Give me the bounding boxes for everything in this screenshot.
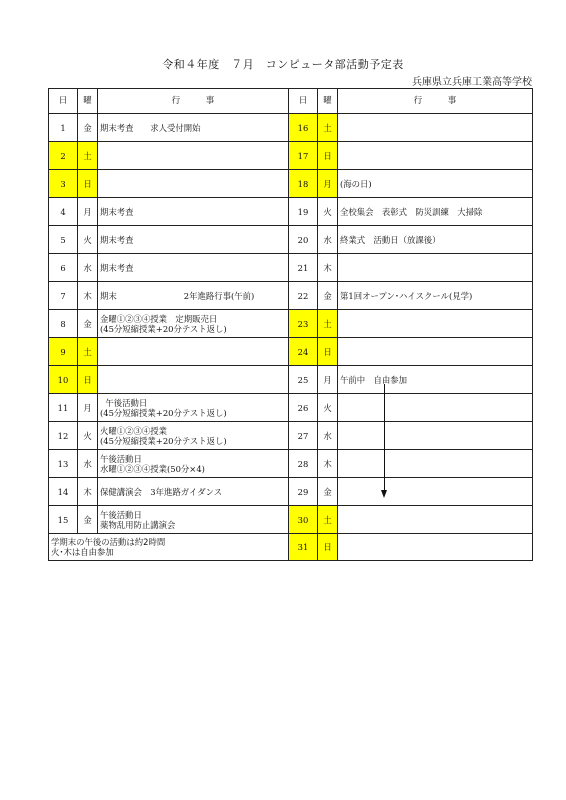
day-cell: 31 (289, 534, 318, 561)
table-row (49, 394, 533, 422)
events-cell: 期末 2年進路行事(午前) (98, 282, 289, 310)
page-title: 令和４年度 ７月 コンピュータ部活動予定表 (162, 58, 404, 71)
weekday-cell: 水 (318, 226, 338, 254)
events-cell: 午前中 自由参加 (338, 366, 533, 394)
day-cell: 1 (49, 114, 78, 142)
events-cell (338, 310, 533, 338)
weekday-cell: 月 (318, 170, 338, 198)
table-row (49, 366, 533, 394)
events-cell (98, 170, 289, 198)
table-row (49, 478, 533, 506)
events-cell (338, 394, 533, 422)
weekday-cell: 金 (78, 114, 98, 142)
events-cell (338, 450, 533, 478)
weekday-cell: 木 (78, 478, 98, 506)
day-cell: 8 (49, 310, 78, 338)
weekday-cell: 日 (318, 338, 338, 366)
table-row (49, 338, 533, 366)
events-cell: 午後活動日 水曜①②③④授業(50分×4) (98, 450, 289, 478)
schedule-table (48, 88, 533, 561)
events-cell (98, 366, 289, 394)
weekday-cell: 木 (318, 254, 338, 282)
table-row (49, 422, 533, 450)
events-cell: 金曜①②③④授業 定期販売日 (45分短縮授業+20分テスト返し) (98, 310, 289, 338)
day-cell: 14 (49, 478, 78, 506)
day-cell: 27 (289, 422, 318, 450)
table-row (49, 282, 533, 310)
table-row (49, 114, 533, 142)
arrow-down-icon (381, 490, 387, 498)
day-cell: 7 (49, 282, 78, 310)
weekday-cell: 土 (318, 506, 338, 534)
header-weekday: 曜 (78, 89, 98, 114)
weekday-cell: 土 (78, 338, 98, 366)
day-cell: 22 (289, 282, 318, 310)
weekday-cell: 火 (78, 422, 98, 450)
table-row (49, 198, 533, 226)
events-cell: 期末考査 (98, 254, 289, 282)
table-row (49, 226, 533, 254)
events-cell (98, 142, 289, 170)
weekday-cell: 火 (318, 394, 338, 422)
events-cell: 終業式 活動日（放課後） (338, 226, 533, 254)
weekday-cell: 土 (318, 114, 338, 142)
day-cell: 15 (49, 506, 78, 534)
day-cell: 5 (49, 226, 78, 254)
weekday-cell: 水 (78, 450, 98, 478)
weekday-cell: 日 (318, 142, 338, 170)
weekday-cell: 木 (318, 450, 338, 478)
events-cell: 保健講演会 3年進路ガイダンス (98, 478, 289, 506)
events-cell (338, 254, 533, 282)
day-cell: 16 (289, 114, 318, 142)
table-row (49, 506, 533, 534)
weekday-cell: 火 (78, 226, 98, 254)
day-cell: 4 (49, 198, 78, 226)
events-cell: 期末考査 (98, 226, 289, 254)
events-cell: 期末考査 求人受付開始 (98, 114, 289, 142)
day-cell: 10 (49, 366, 78, 394)
weekday-cell: 金 (78, 506, 98, 534)
semester-note: 学期末の午後の活動は約2時間 火･木は自由参加 (49, 534, 289, 561)
table-row (49, 254, 533, 282)
weekday-cell: 金 (318, 282, 338, 310)
weekday-cell: 土 (318, 310, 338, 338)
events-cell (338, 338, 533, 366)
events-cell: 第1回オープン･ハイスクール(見学) (338, 282, 533, 310)
weekday-cell: 水 (318, 422, 338, 450)
day-cell: 11 (49, 394, 78, 422)
day-cell: 24 (289, 338, 318, 366)
school-name: 兵庫県立兵庫工業高等学校 (412, 77, 532, 88)
day-cell: 21 (289, 254, 318, 282)
table-row (49, 142, 533, 170)
day-cell: 2 (49, 142, 78, 170)
weekday-cell: 水 (78, 254, 98, 282)
header-day: 日 (289, 89, 318, 114)
day-cell: 25 (289, 366, 318, 394)
weekday-cell: 月 (78, 394, 98, 422)
day-cell: 23 (289, 310, 318, 338)
day-cell: 20 (289, 226, 318, 254)
weekday-cell: 木 (78, 282, 98, 310)
events-cell: (海の日) (338, 170, 533, 198)
header-day: 日 (49, 89, 78, 114)
events-cell (338, 534, 533, 561)
events-cell: 午後活動日 (45分短縮授業+20分テスト返し) (98, 394, 289, 422)
events-cell: 火曜①②③④授業 (45分短縮授業+20分テスト返し) (98, 422, 289, 450)
day-cell: 19 (289, 198, 318, 226)
table-row (49, 450, 533, 478)
day-cell: 9 (49, 338, 78, 366)
weekday-cell: 金 (318, 478, 338, 506)
day-cell: 18 (289, 170, 318, 198)
events-cell: 期末考査 (98, 198, 289, 226)
header-row (49, 89, 533, 114)
events-cell (338, 142, 533, 170)
day-cell: 28 (289, 450, 318, 478)
header-events: 行 事 (338, 89, 533, 114)
weekday-cell: 日 (318, 534, 338, 561)
weekday-cell: 金 (78, 310, 98, 338)
events-cell (98, 338, 289, 366)
weekday-cell: 日 (78, 366, 98, 394)
day-cell: 26 (289, 394, 318, 422)
events-cell: 全校集会 表彰式 防災訓練 大掃除 (338, 198, 533, 226)
events-cell: 午後活動日 薬物乱用防止講演会 (98, 506, 289, 534)
day-cell: 17 (289, 142, 318, 170)
day-cell: 12 (49, 422, 78, 450)
events-cell (338, 478, 533, 506)
events-cell (338, 422, 533, 450)
weekday-cell: 土 (78, 142, 98, 170)
weekday-cell: 日 (78, 170, 98, 198)
day-cell: 3 (49, 170, 78, 198)
table-row (49, 534, 533, 561)
header-events: 行 事 (98, 89, 289, 114)
weekday-cell: 月 (78, 198, 98, 226)
day-cell: 6 (49, 254, 78, 282)
day-cell: 29 (289, 478, 318, 506)
arrow-down-line (384, 384, 385, 492)
events-cell (338, 114, 533, 142)
table-row (49, 170, 533, 198)
table-row (49, 310, 533, 338)
day-cell: 30 (289, 506, 318, 534)
events-cell (338, 506, 533, 534)
weekday-cell: 月 (318, 366, 338, 394)
header-weekday: 曜 (318, 89, 338, 114)
day-cell: 13 (49, 450, 78, 478)
weekday-cell: 火 (318, 198, 338, 226)
